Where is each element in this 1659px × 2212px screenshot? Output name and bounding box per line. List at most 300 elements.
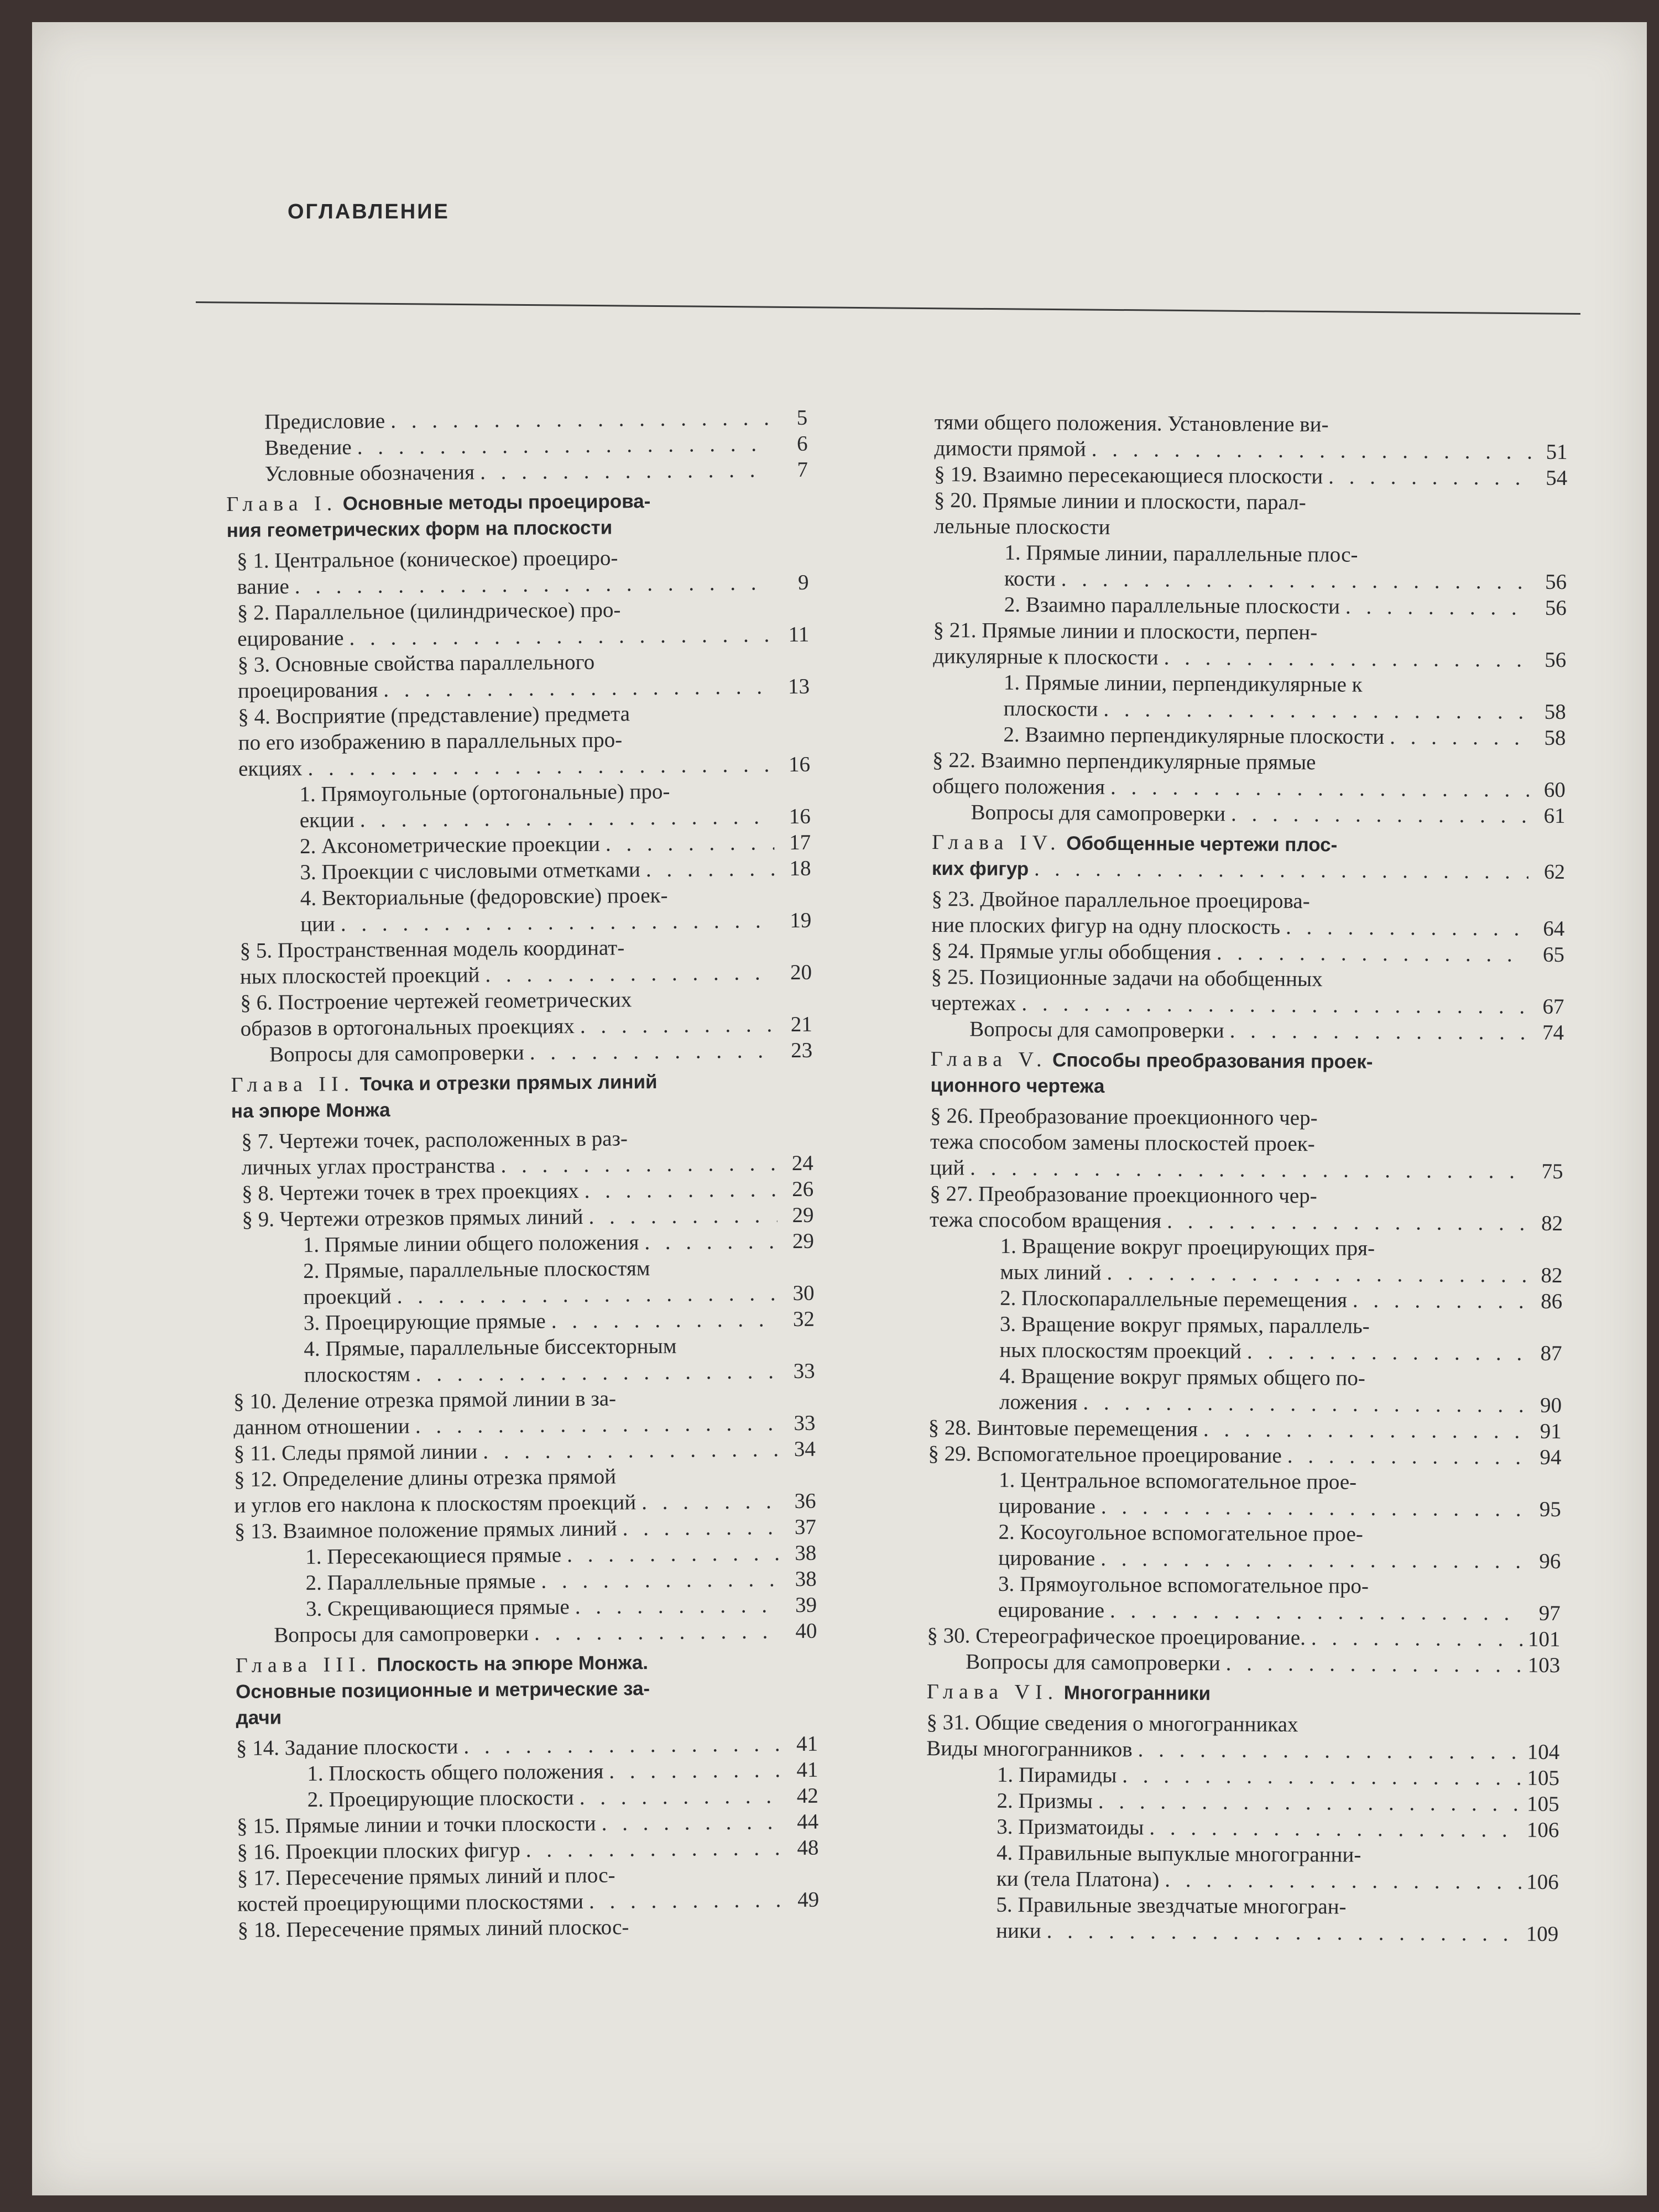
leader-dots — [1287, 1443, 1525, 1470]
toc-line — [300, 855, 811, 885]
toc-line — [999, 1337, 1562, 1366]
page-number: 18 — [789, 856, 811, 881]
toc-line — [930, 1103, 1563, 1133]
toc-line — [930, 1207, 1563, 1237]
toc-entry — [926, 1709, 1560, 1765]
entry-text: дикулярные к плоскости — [933, 644, 1159, 670]
toc-line — [237, 622, 809, 652]
toc-line — [240, 933, 812, 964]
toc-line — [931, 990, 1564, 1020]
entry-text: § 15. Прямые линии и точки плоскости — [236, 1811, 596, 1838]
toc-line — [1000, 1233, 1563, 1262]
toc-entry — [933, 617, 1567, 673]
entry-text: плоскостям — [304, 1362, 410, 1387]
toc-entry — [237, 1783, 818, 1813]
chapter-text — [930, 1072, 1104, 1099]
toc-line — [926, 1735, 1559, 1765]
chapter-text — [927, 1679, 1211, 1707]
toc-entry — [234, 1566, 816, 1597]
page-number: 33 — [793, 1359, 815, 1383]
entry-text: 2. Прямые, параллельные плоскостям — [303, 1256, 650, 1283]
page-number: 105 — [1527, 1766, 1560, 1790]
page-number: 97 — [1538, 1601, 1561, 1625]
page-number: 91 — [1540, 1419, 1562, 1443]
toc-line — [969, 1016, 1564, 1046]
leader-dots — [341, 907, 775, 937]
toc-line — [931, 912, 1564, 942]
toc-line — [999, 1389, 1562, 1418]
toc-entry — [928, 1441, 1561, 1470]
page-number: 82 — [1541, 1211, 1563, 1235]
toc-entry — [237, 1809, 818, 1839]
leader-dots — [641, 1488, 780, 1515]
entry-text: § 17. Пересечение прямых линий и плос- — [237, 1863, 615, 1890]
toc-line — [264, 405, 807, 435]
leader-dots — [1083, 1390, 1525, 1418]
toc-entry — [226, 457, 808, 487]
toc-entry — [227, 544, 809, 600]
entry-text: плоскости — [1003, 696, 1098, 721]
chapter-heading — [927, 1679, 1560, 1709]
entry-text: и углов его наклона к плоскостям проекций — [234, 1490, 637, 1517]
leader-dots — [646, 855, 775, 883]
toc-entry — [235, 1618, 817, 1648]
toc-line — [304, 1306, 815, 1336]
page-number: 101 — [1527, 1627, 1561, 1651]
toc-line — [238, 726, 810, 756]
chapter-line — [927, 1679, 1560, 1709]
toc-entry — [934, 487, 1568, 543]
toc-line — [305, 1566, 816, 1596]
toc-entry — [230, 933, 812, 990]
leader-dots — [349, 622, 773, 651]
toc-line — [234, 1514, 816, 1545]
entry-text: тежа способом замены плоскостей проек- — [930, 1129, 1315, 1156]
leader-dots — [463, 1731, 781, 1760]
toc-line — [999, 1493, 1561, 1522]
page-number: 40 — [795, 1619, 817, 1643]
entry-text: § 8. Чертежи точек в трех проекциях — [241, 1179, 579, 1206]
toc-entry — [931, 1016, 1564, 1046]
entry-text: § 26. Преобразование проекционного чер- — [930, 1103, 1318, 1130]
toc-line — [999, 1467, 1561, 1496]
entry-text: ций — [930, 1155, 965, 1180]
chapter-label: Глава V. — [930, 1047, 1047, 1072]
toc-line — [935, 409, 1568, 439]
toc-entry — [232, 1254, 815, 1311]
leader-dots — [606, 830, 775, 857]
chapter-text — [932, 830, 1337, 858]
toc-line — [1004, 566, 1567, 595]
toc-line — [933, 643, 1566, 673]
entry-text: Вопросы для самопроверки — [269, 1040, 524, 1067]
page-number: 42 — [796, 1783, 818, 1808]
toc-line — [927, 1623, 1560, 1652]
entry-text: § 6. Построение чертежей геометрических — [240, 988, 632, 1015]
leader-dots — [580, 1011, 776, 1039]
page-number: 64 — [1543, 916, 1565, 941]
toc-line — [997, 1788, 1559, 1817]
toc-entry — [228, 700, 810, 782]
page-number: 67 — [1542, 994, 1564, 1019]
entry-text: § 18. Пересечение прямых линий плоскос- — [237, 1915, 629, 1942]
toc-line — [300, 907, 811, 937]
entry-text: 2. Взаимно перпендикулярные плоскости — [1003, 722, 1385, 749]
toc-entry — [229, 830, 811, 860]
page-number: 37 — [794, 1515, 817, 1539]
entry-text: § 7. Чертежи точек, расположенных в раз- — [241, 1126, 628, 1154]
leader-dots — [622, 1514, 780, 1541]
page-number: 62 — [1543, 860, 1566, 884]
leader-dots — [1034, 856, 1528, 884]
toc-line — [299, 778, 810, 807]
toc-entry — [237, 1835, 818, 1865]
page-number: 29 — [792, 1203, 814, 1227]
leader-dots — [584, 1176, 777, 1204]
page-number: 75 — [1541, 1159, 1563, 1183]
toc-line — [930, 1155, 1563, 1185]
entry-text: личных углах пространства — [241, 1154, 495, 1180]
entry-text: лельные плоскости — [933, 514, 1110, 539]
page-number: 38 — [795, 1541, 817, 1565]
entry-text: 3. Прямоугольное вспомогательное про- — [998, 1572, 1369, 1598]
toc-entry — [930, 1181, 1563, 1237]
entry-text: § 2. Параллельное (цилиндрическое) про- — [237, 598, 621, 625]
leader-dots — [1167, 1208, 1526, 1237]
toc-line — [1000, 1285, 1562, 1314]
entry-text: § 10. Деление отрезка прямой линии в за- — [233, 1386, 617, 1413]
toc-line — [998, 1571, 1561, 1600]
entry-text: 3. Проецирующие прямые — [303, 1309, 546, 1335]
leader-dots — [500, 1150, 777, 1178]
chapter-title: ния геометрических форм на плоскости — [226, 517, 613, 541]
leader-dots — [483, 1436, 779, 1464]
chapter-title: Многогранники — [1063, 1682, 1211, 1705]
entry-text: 4. Векториальные (федоровские) проек- — [300, 883, 668, 910]
toc-entry — [932, 721, 1566, 751]
leader-dots — [970, 1155, 1527, 1184]
toc-entry — [931, 886, 1565, 942]
toc-entry — [233, 1332, 815, 1389]
toc-entry — [234, 1540, 816, 1571]
toc-entry — [234, 1462, 816, 1519]
entry-text: 1. Пирамиды — [997, 1762, 1117, 1788]
leader-dots — [1345, 594, 1530, 621]
entry-text: 2. Параллельные прямые — [305, 1569, 536, 1595]
toc-line — [932, 773, 1566, 803]
toc-entry — [231, 1037, 812, 1068]
page-number: 41 — [796, 1731, 818, 1756]
toc-line — [997, 1762, 1559, 1791]
chapter-title: Основные методы проецирова- — [342, 490, 651, 515]
toc-line — [966, 1648, 1560, 1678]
chapter-line — [226, 487, 808, 518]
toc-line — [234, 1436, 816, 1467]
page-number: 20 — [790, 960, 812, 985]
toc-line — [303, 1228, 814, 1258]
toc-line — [234, 1488, 816, 1519]
entry-text: 3. Проекции с числовыми отметками — [300, 858, 641, 884]
page-number: 54 — [1546, 466, 1568, 490]
leader-dots — [1328, 463, 1531, 491]
toc-entry — [233, 1384, 816, 1441]
leader-dots — [416, 1358, 779, 1387]
page-number: 109 — [1526, 1922, 1559, 1946]
toc-entry — [927, 1648, 1560, 1678]
chapter-line — [236, 1700, 817, 1731]
entry-text: § 16. Проекции плоских фигур — [237, 1838, 520, 1864]
page-number: 49 — [797, 1887, 820, 1912]
chapter-heading — [932, 830, 1566, 885]
entry-text: Вопросы для самопроверки — [274, 1621, 529, 1647]
toc-line — [926, 1709, 1559, 1739]
toc-line — [237, 1887, 819, 1917]
toc-line — [240, 985, 812, 1016]
page-number: 36 — [794, 1489, 816, 1513]
toc-line — [237, 544, 808, 574]
leader-dots — [1164, 645, 1530, 673]
entry-text: мых линий — [1000, 1260, 1102, 1285]
leader-dots — [602, 1809, 782, 1837]
chapter-line — [931, 1046, 1564, 1076]
entry-text: § 20. Прямые линии и плоскости, парал- — [933, 488, 1306, 515]
page-number: 5 — [796, 405, 808, 430]
toc-entry — [931, 938, 1564, 968]
toc-entry — [932, 799, 1565, 829]
page-number: 9 — [797, 570, 809, 594]
entry-text: § 12. Определение длины отрезка прямой — [234, 1464, 617, 1491]
toc-line — [303, 1280, 814, 1310]
entry-text: димости прямой — [934, 436, 1086, 461]
toc-line — [300, 804, 811, 833]
entry-text: тежа способом вращения — [929, 1207, 1162, 1233]
page-number: 65 — [1542, 942, 1565, 967]
chapter-heading — [231, 1068, 813, 1124]
entry-text: 2. Плоскопараллельные перемещения — [1000, 1286, 1348, 1312]
toc-line — [930, 1181, 1563, 1211]
toc-entry — [925, 1891, 1559, 1947]
page-number: 11 — [788, 622, 810, 647]
leader-dots — [1226, 1650, 1522, 1678]
entry-text: § 23. Двойное параллельное проецирова- — [931, 886, 1310, 914]
entry-text: § 28. Винтовые перемещения — [928, 1415, 1198, 1441]
page-number: 56 — [1545, 596, 1567, 620]
leader-dots — [1231, 801, 1529, 828]
toc-line — [304, 1332, 815, 1362]
page-number: 58 — [1544, 700, 1566, 724]
leader-dots — [1092, 436, 1531, 465]
leader-dots — [295, 570, 773, 599]
chapter-text — [932, 855, 1029, 882]
toc-entry — [227, 596, 810, 652]
leader-dots — [1100, 1546, 1524, 1574]
entry-text: екции — [299, 808, 354, 832]
toc-entry — [926, 1761, 1559, 1791]
chapter-text — [227, 515, 613, 544]
chapter-text — [231, 1097, 390, 1124]
leader-dots — [1107, 1260, 1526, 1288]
entry-text: 1. Прямые линии, перпендикулярные к — [1003, 670, 1363, 697]
entry-text: § 29. Вспомогательное проецирование — [928, 1441, 1282, 1468]
leader-dots — [1247, 1338, 1526, 1366]
chapter-heading — [930, 1046, 1564, 1102]
toc-line — [237, 648, 809, 678]
toc-line — [934, 435, 1567, 465]
entry-text: 1. Вращение вокруг проецирующих пря- — [1000, 1234, 1375, 1260]
entry-text: данном отношении — [233, 1414, 410, 1439]
toc-line — [1004, 592, 1567, 621]
entry-text: Предисловие — [264, 409, 385, 434]
toc-entry — [233, 1306, 815, 1337]
leader-dots — [1061, 566, 1531, 594]
chapter-title: Точка и отрезки прямых линий — [359, 1071, 658, 1095]
entry-text: 3. Вращение вокруг прямых, параллель- — [999, 1312, 1370, 1338]
page-number: 86 — [1541, 1289, 1563, 1313]
entry-text: § 3. Основные свойства параллельного — [237, 650, 595, 677]
toc-entry — [926, 1787, 1559, 1817]
toc-line — [931, 938, 1564, 968]
toc-line — [264, 431, 807, 461]
chapter-title: ких фигур — [931, 857, 1029, 880]
entry-text: § 1. Центральное (коническое) проециро- — [236, 546, 618, 573]
toc-line — [997, 1840, 1559, 1869]
entry-text: 4. Правильные выпуклые многогранни- — [996, 1840, 1361, 1867]
page-number: 90 — [1540, 1393, 1562, 1417]
leader-dots — [485, 959, 775, 988]
page-number: 16 — [789, 804, 811, 829]
entry-text: ецирование — [237, 626, 344, 651]
toc-entry — [226, 431, 807, 461]
toc-line — [928, 1441, 1561, 1470]
toc-line — [1003, 722, 1566, 751]
page-number: 105 — [1526, 1792, 1559, 1816]
chapter-label: Глава VI. — [926, 1679, 1059, 1704]
leader-dots — [357, 431, 771, 460]
entry-text: 4. Вращение вокруг прямых общего по- — [999, 1364, 1366, 1390]
toc-entry — [933, 591, 1567, 621]
toc-line — [269, 1037, 812, 1068]
entry-text: § 30. Стереографическое проецирование. — [927, 1623, 1306, 1650]
entry-text: кости — [1004, 566, 1056, 591]
leader-dots — [480, 457, 771, 485]
entry-text: § 9. Чертежи отрезков прямых линий — [242, 1204, 583, 1232]
toc-line — [242, 1150, 813, 1181]
page-number: 95 — [1539, 1497, 1561, 1521]
toc-entry — [235, 1592, 817, 1623]
entry-text: ных плоскостей проекций — [239, 963, 480, 989]
leader-dots — [415, 1410, 779, 1439]
toc-line — [306, 1592, 817, 1622]
toc-line — [300, 881, 811, 911]
toc-line — [996, 1892, 1558, 1921]
entry-text: § 14. Задание плоскости — [236, 1734, 458, 1760]
chapter-line — [932, 855, 1565, 885]
chapter-line — [932, 830, 1565, 859]
page-number: 38 — [795, 1567, 817, 1591]
toc-line — [238, 752, 810, 782]
leader-dots — [588, 1202, 777, 1230]
toc-entry — [234, 1514, 816, 1545]
toc-line — [307, 1783, 818, 1813]
entry-text: 5. Правильные звездчатые многогран- — [996, 1892, 1347, 1919]
toc-line — [1004, 696, 1566, 725]
leader-dots — [1353, 1287, 1526, 1314]
leader-dots — [1101, 1494, 1525, 1522]
page-number: 61 — [1543, 804, 1566, 828]
toc-entry — [927, 1623, 1560, 1652]
toc-entry — [934, 461, 1567, 491]
page-number: 58 — [1544, 726, 1566, 750]
toc-line — [928, 1415, 1562, 1444]
toc-line — [931, 886, 1564, 916]
leader-dots — [541, 1566, 780, 1594]
page-number: 74 — [1542, 1020, 1564, 1045]
book-page — [32, 22, 1647, 2195]
toc-line — [236, 1731, 818, 1761]
toc-entry — [228, 778, 811, 834]
toc-line — [932, 747, 1566, 777]
leader-dots — [390, 405, 771, 434]
chapter-line — [227, 513, 808, 544]
toc-line — [307, 1757, 818, 1787]
page-number: 39 — [795, 1593, 817, 1617]
toc-entry — [933, 539, 1567, 595]
leader-dots — [551, 1306, 779, 1334]
entry-text: проекций — [303, 1284, 392, 1309]
leader-dots — [397, 1280, 778, 1309]
page-number: 87 — [1540, 1341, 1562, 1365]
page-number: 60 — [1543, 778, 1566, 802]
entry-text: § 31. Общие сведения о многогранниках — [926, 1710, 1298, 1737]
leader-dots — [1230, 1018, 1528, 1045]
entry-text: § 5. Пространственная модель координат- — [239, 936, 625, 963]
heading-rule — [196, 301, 1580, 315]
page-number: 16 — [788, 752, 811, 777]
toc-line — [1000, 1259, 1562, 1288]
chapter-text — [236, 1704, 281, 1731]
toc-line — [238, 700, 810, 730]
entry-text: § 13. Взаимное положение прямых линий — [234, 1516, 617, 1543]
toc-entry — [226, 405, 807, 435]
entry-text: 1. Плоскость общего положения — [307, 1759, 604, 1786]
entry-text: § 25. Позиционные задачи на обобщенных — [931, 964, 1323, 992]
entry-text: 1. Прямые линии, параллельные плос- — [1004, 540, 1358, 567]
entry-text: цирование — [998, 1494, 1096, 1519]
toc-entry — [232, 1228, 814, 1259]
toc-line — [300, 830, 811, 859]
chapter-title: Обобщенные чертежи плос- — [1066, 832, 1338, 856]
toc-entry — [933, 669, 1567, 725]
page-number: 104 — [1527, 1740, 1560, 1764]
chapter-text — [931, 1046, 1373, 1075]
chapter-title: Способы преобразования проек- — [1052, 1049, 1373, 1073]
page-number: 56 — [1545, 648, 1567, 672]
leader-dots — [1217, 940, 1528, 967]
leader-dots — [609, 1757, 781, 1784]
toc-entry — [926, 1839, 1559, 1895]
entry-text: § 19. Взаимно пересекающиеся плоскости — [934, 462, 1323, 489]
leader-dots — [1122, 1762, 1521, 1791]
leader-dots — [580, 1783, 782, 1811]
entry-text: Виды многогранников — [926, 1736, 1133, 1762]
page-number: 51 — [1546, 440, 1568, 464]
toc-left-column — [226, 405, 820, 1943]
entry-text: § 4. Восприятие (представление) предмета — [238, 702, 630, 729]
leader-dots — [534, 1618, 781, 1646]
entry-text: костей проецирующими плоскостями — [237, 1890, 584, 1916]
chapter-title: ционного чертежа — [930, 1074, 1105, 1097]
toc-entry — [234, 1436, 816, 1467]
